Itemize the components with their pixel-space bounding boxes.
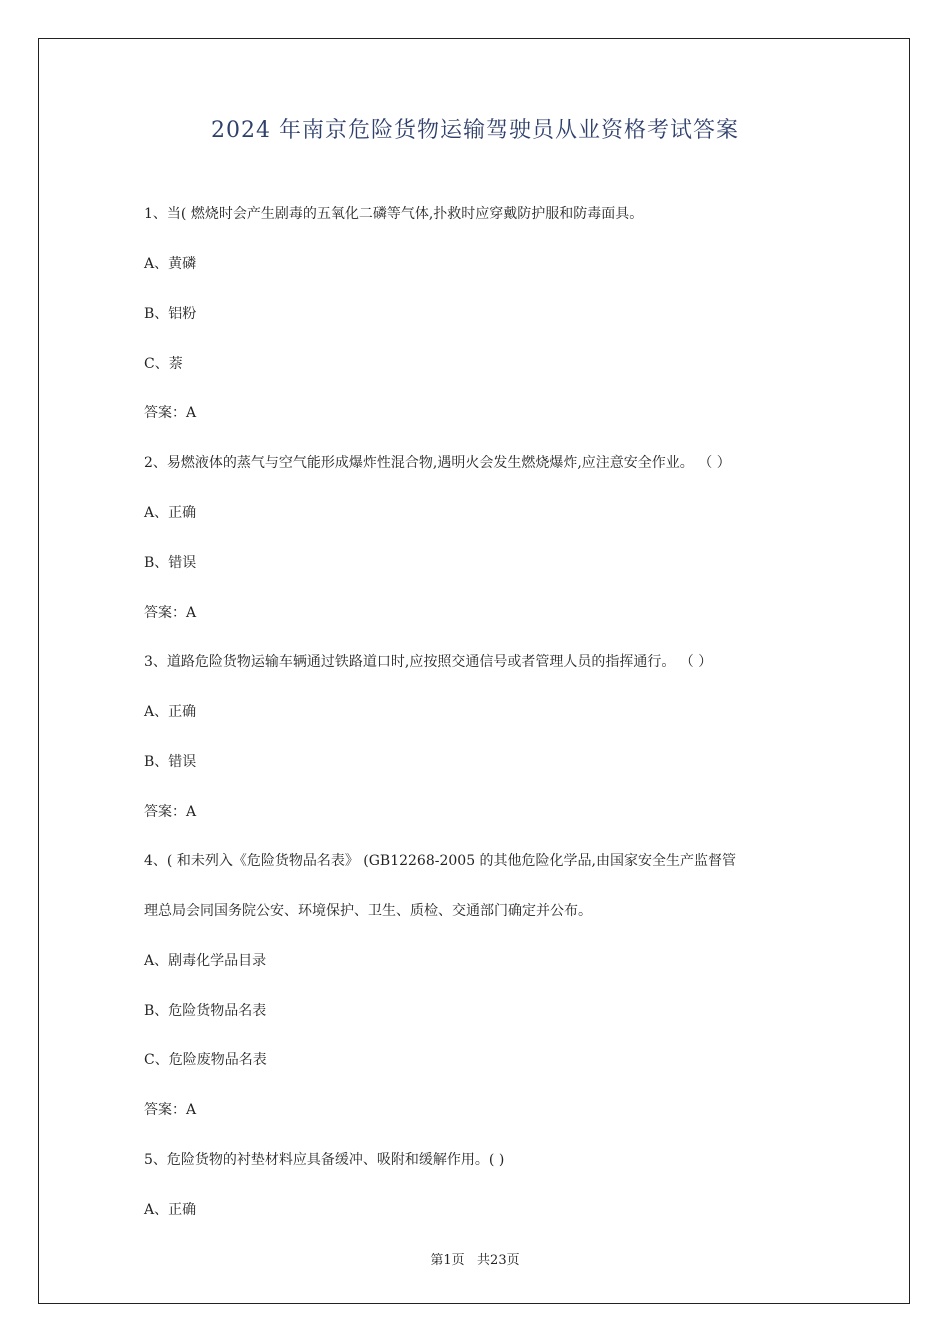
question-1-answer: 答案：A — [144, 405, 197, 421]
question-1-option-b: B、铝粉 — [144, 306, 197, 322]
question-4-text-continued: 理总局会同国务院公安、环境保护、卫生、质检、交通部门确定并公布。 — [144, 903, 592, 919]
question-1-option-a: A、黄磷 — [144, 256, 197, 272]
question-3-text: 3、道路危险货物运输车辆通过铁路道口时,应按照交通信号或者管理人员的指挥通行。 （ ） — [144, 654, 713, 670]
document-title: 2024 年南京危险货物运输驾驶员从业资格考试答案 — [211, 118, 739, 143]
page-number-footer: 第1页 共23页 — [430, 1253, 520, 1268]
question-2-answer: 答案：A — [144, 605, 197, 621]
question-2-text: 2、易燃液体的蒸气与空气能形成爆炸性混合物,遇明火会发生燃烧爆炸,应注意安全作业。 （ ） — [144, 455, 731, 471]
question-2-option-b: B、错误 — [144, 555, 197, 571]
question-4-text: 4、( 和未列入《危险货物品名表》 (GB12268-2005 的其他危险化学品,由国家安全生产监督管 — [144, 853, 736, 869]
question-5-option-a: A、正确 — [144, 1202, 197, 1218]
question-2-option-a: A、正确 — [144, 505, 197, 521]
question-3-option-a: A、正确 — [144, 704, 197, 720]
question-3-answer: 答案：A — [144, 804, 197, 820]
question-5-text: 5、危险货物的衬垫材料应具备缓冲、吸附和缓解作用。( ) — [144, 1152, 505, 1168]
question-1-text: 1、当( 燃烧时会产生剧毒的五氧化二磷等气体,扑救时应穿戴防护服和防毒面具。 — [144, 206, 644, 222]
question-1-option-c: C、萘 — [144, 356, 183, 372]
question-4-option-c: C、危险废物品名表 — [144, 1052, 267, 1068]
question-3-option-b: B、错误 — [144, 754, 197, 770]
question-4-option-a: A、剧毒化学品目录 — [144, 953, 267, 969]
question-4-answer: 答案：A — [144, 1102, 197, 1118]
question-4-option-b: B、危险货物品名表 — [144, 1003, 267, 1019]
